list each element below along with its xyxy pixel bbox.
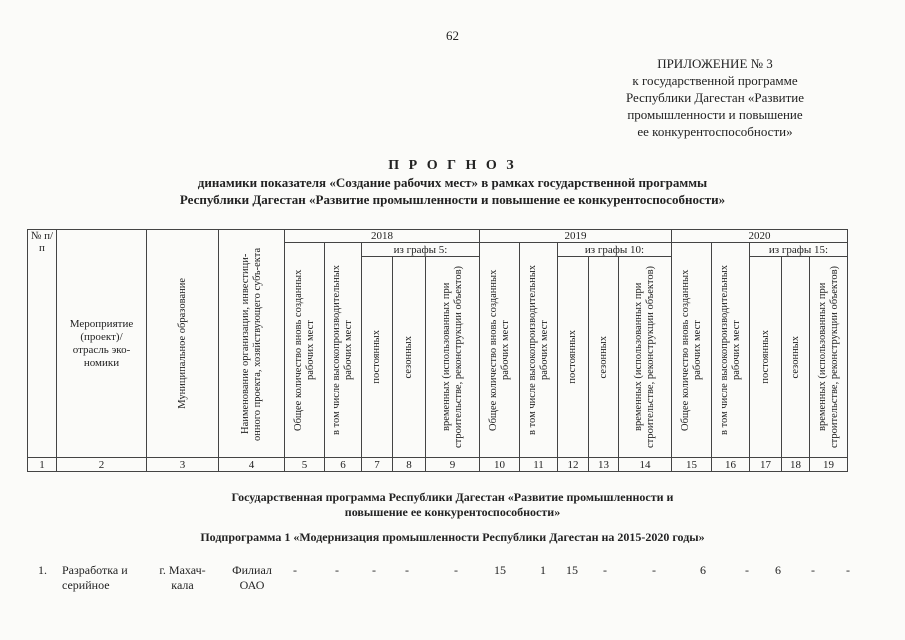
header-seasonal [782,257,810,458]
program-heading-line: Государственная программа Республики Дагестан «Развитие промышленности и [231,490,674,504]
row-number: 1. [38,563,47,577]
header-high-tech [325,243,362,458]
column-number-row [28,458,848,472]
column-number: 7 [362,458,393,472]
column-number: 1 [28,458,57,472]
row-value: 15 [494,563,506,577]
header-municipality [147,230,219,458]
appendix-line: промышленности и повышение [627,107,803,122]
header-seasonal [393,257,426,458]
header-permanent [750,257,782,458]
header-total-jobs [480,243,520,458]
document-title [0,158,905,208]
row-value: 1 [540,563,546,577]
column-number: 17 [750,458,782,472]
header-of-column: из графы 5: [362,243,480,257]
header-text: в том числе высокопроизводительных рабочих мест [718,264,742,436]
header-total-jobs [285,243,325,458]
row-municipality-line: г. Махач- [159,563,206,577]
header-permanent [558,257,589,458]
column-number: 10 [480,458,520,472]
row-value: - [454,563,458,577]
header-temporary [426,257,480,458]
header-org-text: Наименование организации, инвестици-онного проекта, хозяйствующего субъ-екта [239,246,263,441]
header-municipality-text: Муниципальное образование [176,278,188,409]
row-value: - [405,563,409,577]
row-value: - [335,563,339,577]
row-organization-line: Филиал [232,563,272,577]
header-total-jobs [672,243,712,458]
header-text: Общее количество вновь созданных рабочих мест [679,269,703,431]
row-organization [228,563,276,593]
header-year-2019: 2019 [480,230,672,243]
header-org [219,230,285,458]
header-text: в том числе высокопроизводительных рабочих мест [331,264,354,436]
header-of-column: из графы 10: [558,243,672,257]
row-value: 15 [566,563,578,577]
column-number: 6 [325,458,362,472]
row-value: - [745,563,749,577]
header-high-tech [520,243,558,458]
header-text: сезонных [597,335,609,379]
row-municipality [155,563,210,593]
header-year-2020: 2020 [672,230,848,243]
row-value: - [293,563,297,577]
header-event [57,230,147,458]
column-number: 12 [558,458,589,472]
row-municipality-line: кала [171,578,194,592]
header-high-tech [712,243,750,458]
header-num: № п/п [28,230,57,458]
header-temporary [619,257,672,458]
header-text: временных (использованных при строительстве, реконструкции объектов) [816,265,840,449]
column-number: 11 [520,458,558,472]
header-text: в том числе высокопроизводительных рабочих мест [526,264,550,436]
column-number: 5 [285,458,325,472]
column-number: 4 [219,458,285,472]
column-number: 14 [619,458,672,472]
program-heading [0,490,905,520]
row-organization-line: ОАО [239,578,265,592]
row-value: 6 [700,563,706,577]
column-number: 15 [672,458,712,472]
row-value: - [846,563,850,577]
row-value: - [811,563,815,577]
appendix-line: ее конкурентоспособности» [637,124,793,139]
forecast-table [27,229,848,472]
row-value: - [372,563,376,577]
header-text: постоянных [759,330,771,384]
column-number: 9 [426,458,480,472]
appendix-block [585,55,845,140]
row-event-line: Разработка и [62,563,128,577]
header-text: Общее количество вновь созданных рабочих мест [292,269,316,431]
column-number: 8 [393,458,426,472]
header-text: постоянных [567,330,578,384]
column-number: 13 [589,458,619,472]
row-event-line: серийное [62,578,110,592]
header-seasonal [589,257,619,458]
page-number: 62 [446,28,459,43]
header-year-2018: 2018 [285,230,480,243]
column-number: 3 [147,458,219,472]
title-line: динамики показателя «Создание рабочих мест» в рамках государственной программы [197,175,708,190]
row-value: - [603,563,607,577]
header-text: Общее количество вновь созданных рабочих мест [487,269,511,431]
header-text: сезонных [789,335,801,379]
subprogram-heading: Подпрограмма 1 «Модернизация промышленности Республики Дагестан на 2015-2020 годы» [200,530,705,544]
header-temporary [810,257,848,458]
row-event [62,563,128,593]
appendix-line: к государственной программе [632,73,798,88]
header-text: сезонных [403,335,414,379]
column-number: 18 [782,458,810,472]
header-text: постоянных [371,330,382,384]
title-line: Республики Дагестан «Развитие промышленности и повышение ее конкурентоспособности» [179,192,726,207]
row-value: 6 [775,563,781,577]
header-permanent [362,257,393,458]
row-value: - [652,563,656,577]
column-number: 19 [810,458,848,472]
header-of-column: из графы 15: [750,243,848,257]
appendix-line: Республики Дагестан «Развитие [625,90,805,105]
header-text: временных (использованных при строительстве, реконструкции объектов) [633,265,656,449]
column-number: 2 [57,458,147,472]
appendix-line: ПРИЛОЖЕНИЕ № 3 [657,56,773,71]
program-heading-line: повышение ее конкурентоспособности» [344,505,561,519]
header-event-text: Мероприятие (проект)/ отрасль эко-номики [69,317,134,369]
title-forecast: П Р О Г Н О З [388,158,517,173]
column-number: 16 [712,458,750,472]
header-text: временных (использованных при строительстве, реконструкции объектов) [440,265,464,449]
